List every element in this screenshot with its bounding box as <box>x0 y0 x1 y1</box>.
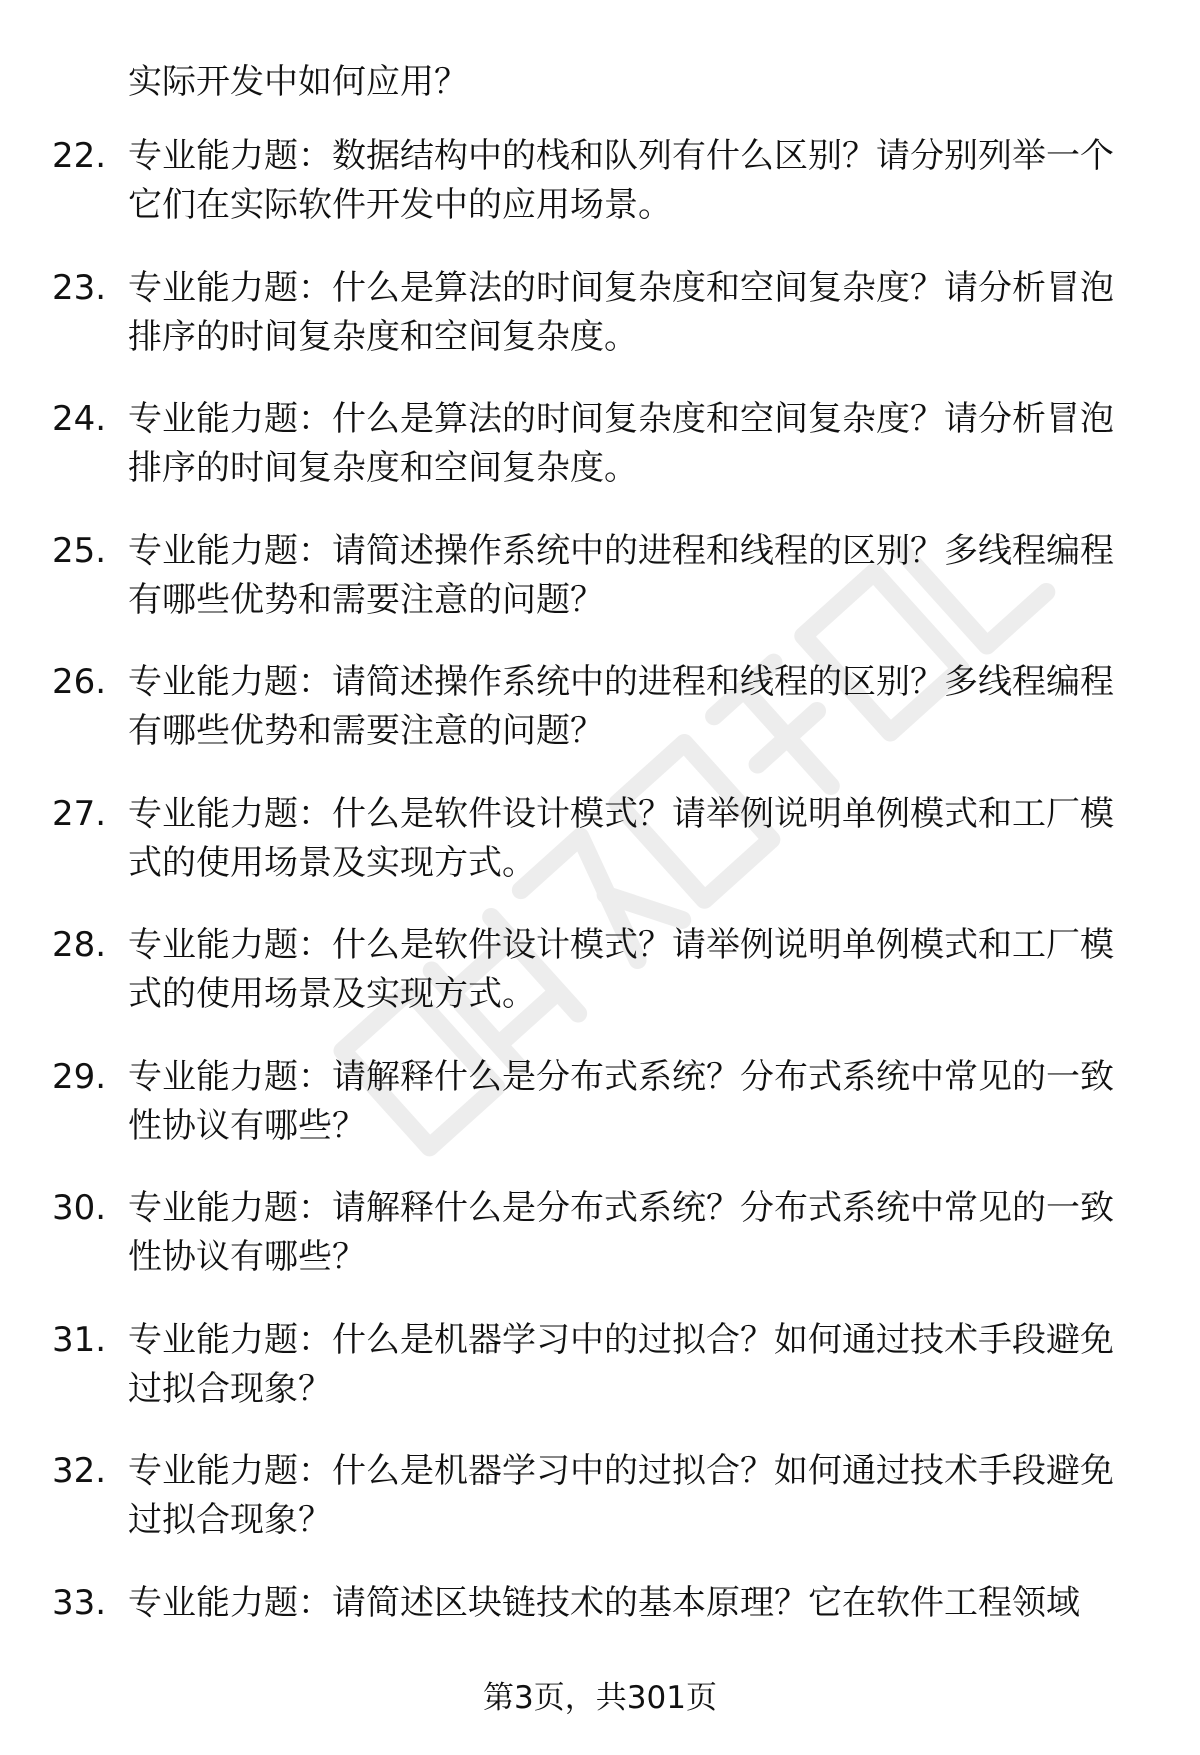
question-number: 28. <box>52 925 107 965</box>
question-item <box>0 921 1200 1053</box>
question-number: 29. <box>52 1056 107 1097</box>
question-number: 22. <box>52 136 107 176</box>
question-number: 30. <box>52 1188 107 1228</box>
question-number: 26. <box>52 662 107 702</box>
question-text: 专业能力题：请简述操作系统中的进程和线程的区别？多线程编程有哪些优势和需要注意的问题？ <box>128 530 1114 620</box>
question-number: 33. <box>52 1582 107 1623</box>
question-item <box>0 790 1200 922</box>
question-text: 专业能力题：什么是软件设计模式？请举例说明单例模式和工厂模式的使用场景及实现方式。 <box>128 925 1114 1014</box>
question-text: 专业能力题：请简述操作系统中的进程和线程的区别？多线程编程有哪些优势和需要注意的问题？ <box>128 662 1114 751</box>
question-item <box>0 1316 1200 1448</box>
continuation-text: 实际开发中如何应用？ <box>128 62 468 102</box>
question-item <box>0 527 1200 659</box>
question-text: 专业能力题：请简述区块链技术的基本原理？它在软件工程领域 <box>128 1582 1080 1623</box>
question-item <box>0 264 1200 396</box>
question-item <box>0 132 1200 264</box>
question-number: 24. <box>52 399 107 439</box>
question-number: 32. <box>52 1451 107 1491</box>
question-item <box>0 1184 1200 1316</box>
question-text: 专业能力题：数据结构中的栈和队列有什么区别？请分别列举一个它们在实际软件开发中的应用场景。 <box>128 136 1114 225</box>
page-footer: 第3页，共301页 <box>483 1680 717 1716</box>
question-text: 专业能力题：请解释什么是分布式系统？分布式系统中常见的一致性协议有哪些？ <box>128 1188 1114 1277</box>
question-text: 专业能力题：什么是机器学习中的过拟合？如何通过技术手段避免过拟合现象？ <box>128 1451 1114 1540</box>
question-item <box>0 1053 1200 1185</box>
question-number: 25. <box>52 530 107 571</box>
question-list <box>0 132 1200 1710</box>
question-text: 专业能力题：什么是算法的时间复杂度和空间复杂度？请分析冒泡排序的时间复杂度和空间复杂度。 <box>128 267 1114 357</box>
question-number: 31. <box>52 1319 107 1360</box>
question-number: 27. <box>52 793 107 834</box>
question-item <box>0 658 1200 790</box>
question-text: 专业能力题：什么是算法的时间复杂度和空间复杂度？请分析冒泡排序的时间复杂度和空间复杂度。 <box>128 399 1114 488</box>
question-text: 专业能力题：请解释什么是分布式系统？分布式系统中常见的一致性协议有哪些？ <box>128 1056 1114 1146</box>
question-text: 专业能力题：什么是软件设计模式？请举例说明单例模式和工厂模式的使用场景及实现方式。 <box>128 793 1114 883</box>
question-text: 专业能力题：什么是机器学习中的过拟合？如何通过技术手段避免过拟合现象？ <box>128 1319 1114 1409</box>
question-item <box>0 1447 1200 1579</box>
question-number: 23. <box>52 267 107 308</box>
question-item <box>0 395 1200 527</box>
